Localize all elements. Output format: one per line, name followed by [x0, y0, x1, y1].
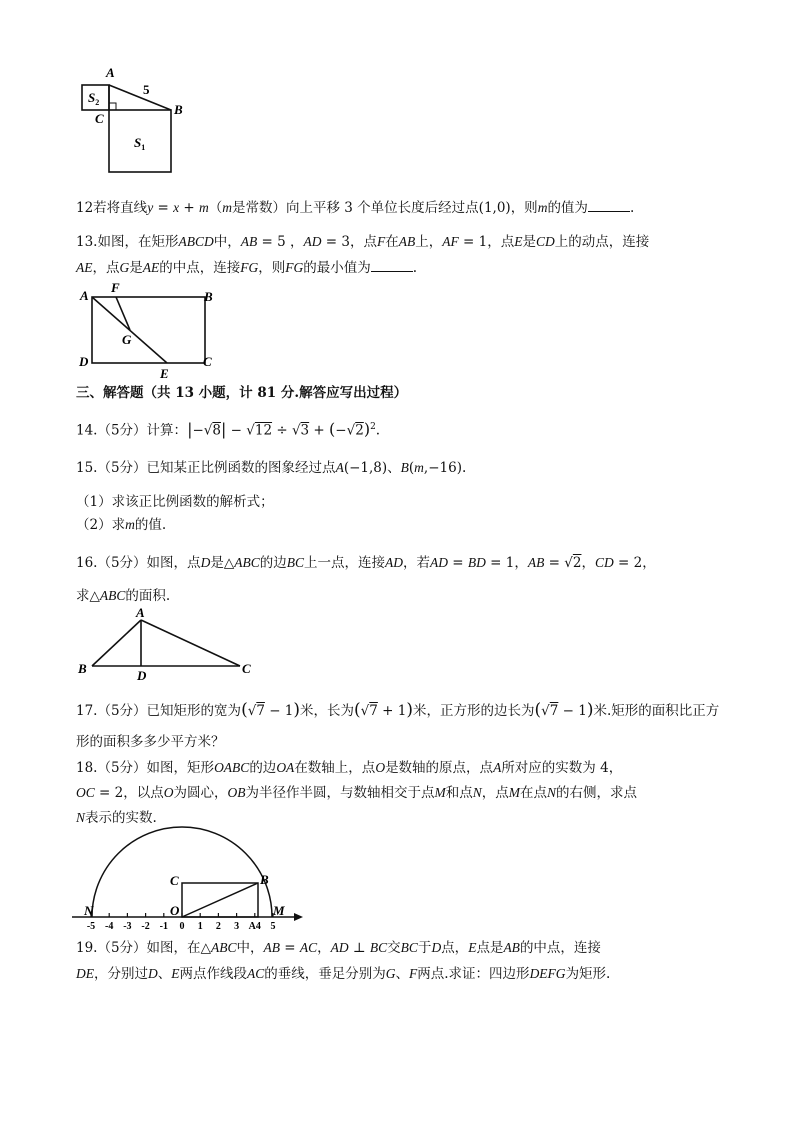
question-18-line-2: OC = 2，以点O为圆心，OB为半径作半圆，与数轴相交于点M和点N，点M在点N的右侧，求点	[76, 785, 638, 801]
question-17-line-2: 形的面积多多少平方米？	[76, 734, 225, 750]
figure-rectangle-abcd	[76, 280, 226, 381]
question-17-line-1: 17.（5分）已知矩形的宽为(√7 − 1)米，长为(√7 + 1)米，正方形的边长为(√7 − 1)米.矩形的面积比正方	[76, 700, 720, 720]
section-3-title: 三、解答题（共 13 小题，计 81 分.解答应写出过程）	[76, 385, 408, 401]
number-line-tick-label: 2	[215, 921, 221, 932]
point-c-label: C	[203, 354, 212, 369]
question-16-line-1: 16.（5分）如图，点D是△ABC的边BC上一点，连接AD，若AD = BD = 1，AB = √2，CD = 2，	[76, 555, 656, 571]
question-14: 14.（5分）计算：$|-√8| - √12 \div √3 + (-√2)^2$.	[76, 419, 381, 439]
figure-right-triangle-squares	[76, 64, 196, 176]
question-19-line-1: 19.（5分）如图，在△ABC中，AB = AC，AD ⊥ BC交BC于D点，E点是AB的中点，连接	[76, 940, 601, 956]
number-line-ticks	[87, 913, 276, 932]
question-16-line-2: 求△ABC的面积.	[76, 588, 171, 604]
figure-triangle-abc	[76, 606, 256, 682]
s2-label: $S_2$	[88, 90, 100, 107]
question-12: 12若将直线y = x + m（m是常数）向上平移 3 个单位长度后经过点(1,0)，则m的值为 .	[76, 200, 635, 216]
point-n-label: N	[84, 903, 94, 918]
point-c-label: C	[242, 661, 251, 676]
answer-blank-12[interactable]	[588, 199, 630, 212]
point-b-label: B	[78, 661, 87, 676]
question-15: 15.（5分）已知某正比例函数的图象经过点A(−1,8)、B(m,−16).	[76, 460, 467, 476]
point-a-label: A	[80, 288, 89, 303]
point-a-label: A	[106, 65, 115, 80]
point-m-label: M	[273, 903, 285, 918]
point-d-label: D	[137, 668, 147, 683]
answer-blank-13[interactable]	[371, 259, 413, 272]
question-19-line-2: DE，分别过D、E两点作线段AC的垂线，垂足分别为G、F两点.求证：四边形DEFG为矩形.	[76, 966, 611, 982]
number-line-tick-label: -4	[105, 921, 114, 932]
number-line-tick-label: 0	[179, 921, 185, 932]
number-line-tick-label: 3	[234, 921, 240, 932]
number-line-tick-label: 1	[197, 921, 203, 932]
point-d-label: D	[79, 354, 89, 369]
question-15-part-1: （1）求该正比例函数的解析式；	[76, 494, 274, 510]
point-b-label: B	[260, 872, 269, 887]
point-e-label: E	[160, 366, 169, 381]
question-15-part-2: （2）求m的值.	[76, 517, 167, 533]
question-18-line-1: 18.（5分）如图，矩形OABC的边OA在数轴上，点O是数轴的原点，点A所对应的实数为 4，	[76, 760, 623, 776]
point-c-label: C	[170, 873, 179, 888]
number-line-tick-label: -3	[123, 921, 132, 932]
number-line-tick-label: A4	[248, 921, 261, 932]
point-a-label: A	[136, 605, 145, 620]
hypotenuse-label: 5	[143, 82, 150, 97]
number-line-tick-label: 5	[270, 921, 276, 932]
question-13-line-2: AE，点G是AE的中点，连接FG，则FG的最小值为 .	[76, 260, 418, 276]
point-b-label: B	[204, 289, 213, 304]
point-g-label: G	[122, 332, 132, 347]
question-13-line-1: 13.如图，在矩形ABCD中，AB = 5 ，AD = 3，点F在AB上，AF = 1，点E是CD上的动点，连接	[76, 234, 650, 250]
question-18-line-3: N表示的实数.	[76, 810, 157, 826]
number-line-tick-label: -5	[86, 921, 96, 932]
number-line-tick-label: -2	[141, 921, 150, 932]
number-line-tick-label: -1	[159, 921, 168, 932]
point-o-label: O	[170, 903, 180, 918]
figure-number-line-semicircle	[72, 826, 312, 938]
point-f-label: F	[111, 280, 120, 295]
point-c-label: C	[95, 111, 104, 126]
point-b-label: B	[174, 102, 183, 117]
s1-label: $S_1$	[134, 135, 146, 152]
